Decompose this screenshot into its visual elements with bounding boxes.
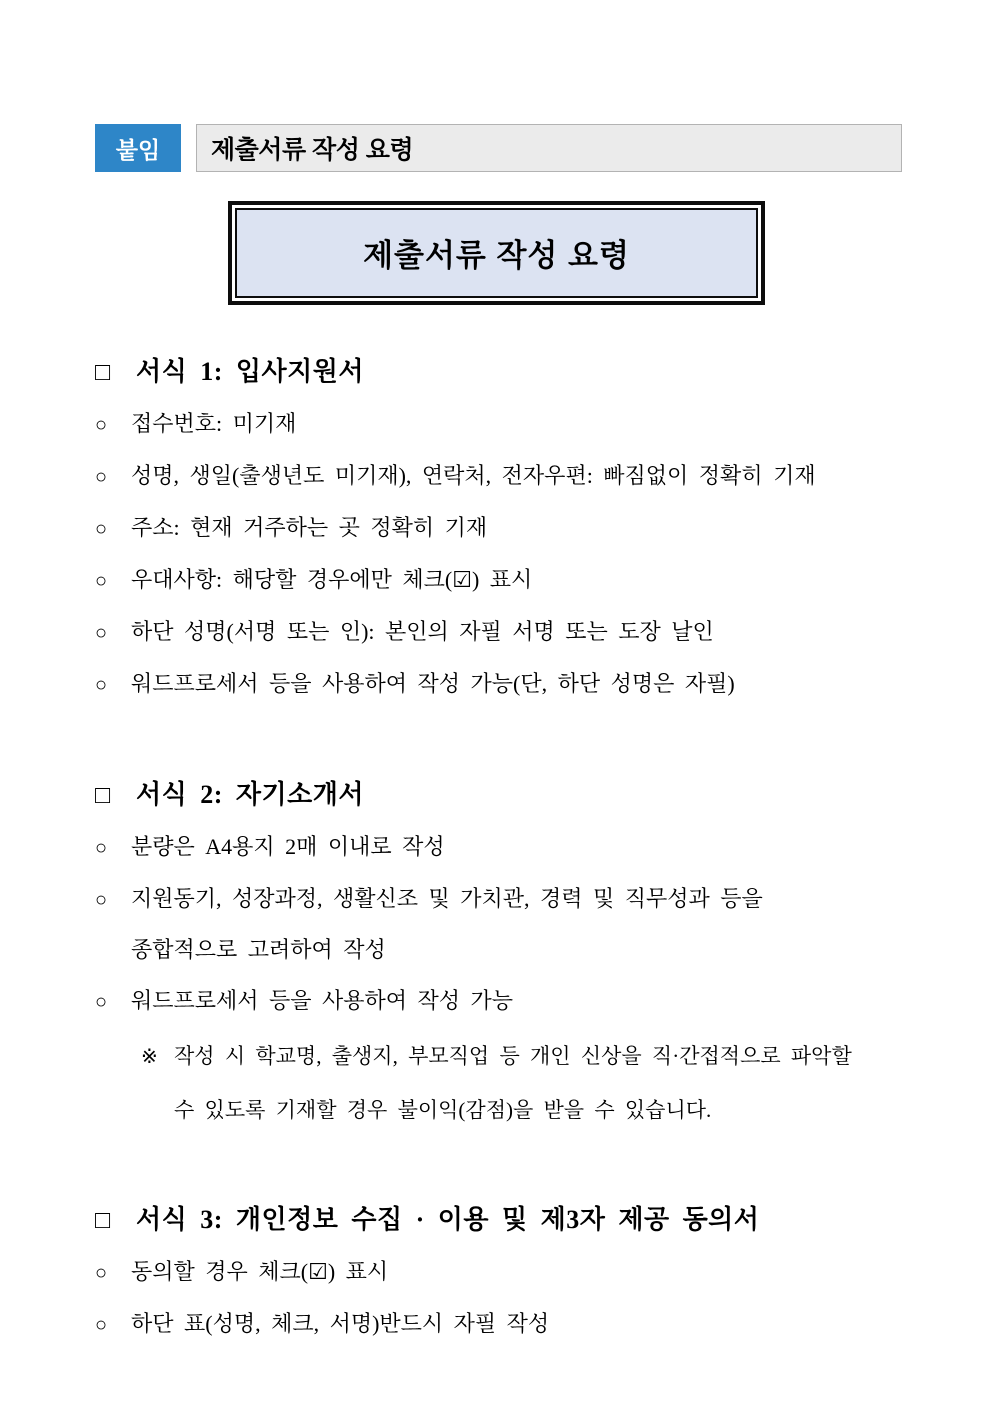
item-text-continued: 종합적으로 고려하여 작성 [131,937,386,962]
circle-bullet-icon: ○ [95,518,108,540]
circle-bullet-icon: ○ [95,570,108,592]
square-bullet-icon: □ [95,359,111,386]
item-text: 우대사항: 해당할 경우에만 체크(☑) 표시 [131,567,533,592]
header-bar-title: 제출서류 작성 요령 [196,124,902,172]
circle-bullet-icon: ○ [95,466,108,488]
list-item [95,832,902,863]
section-title: 서식 2: 자기소개서 [136,780,364,809]
reference-mark-icon: ※ [141,1046,158,1068]
list-item [95,1257,902,1288]
item-text: 하단 성명(서명 또는 인): 본인의 자필 서명 또는 도장 날인 [131,619,714,644]
section-heading [95,351,902,388]
list-item [95,513,902,544]
item-text: 워드프로세서 등을 사용하여 작성 가능 [131,988,514,1013]
circle-bullet-icon: ○ [95,837,108,859]
list-item [95,461,902,492]
attachment-header [95,124,902,172]
list-item [95,617,902,648]
attachment-badge: 붙임 [95,124,181,172]
circle-bullet-icon: ○ [95,1314,108,1336]
section-form2 [95,774,902,1125]
item-text: 워드프로세서 등을 사용하여 작성 가능(단, 하단 성명은 자필) [131,671,735,696]
list-item [95,409,902,440]
list-item [95,884,902,965]
page-title: 제출서류 작성 요령 [235,208,758,298]
circle-bullet-icon: ○ [95,414,108,436]
section-title: 서식 3: 개인정보 수집 · 이용 및 제3자 제공 동의서 [136,1205,760,1234]
section-form3 [95,1199,902,1340]
list-item [95,1309,902,1340]
square-bullet-icon: □ [95,782,111,809]
item-text: 주소: 현재 거주하는 곳 정확히 기재 [131,515,488,540]
section-form1 [95,351,902,700]
list-item [95,986,902,1017]
item-text: 분량은 A4용지 2매 이내로 작성 [131,834,445,859]
circle-bullet-icon: ○ [95,674,108,696]
item-text: 접수번호: 미기재 [131,411,297,436]
circle-bullet-icon: ○ [95,991,108,1013]
item-text: 동의할 경우 체크(☑) 표시 [131,1259,389,1284]
item-text: 지원동기, 성장과정, 생활신조 및 가치관, 경력 및 직무성과 등을 [131,886,763,911]
list-item [95,565,902,596]
square-bullet-icon: □ [95,1207,111,1234]
circle-bullet-icon: ○ [95,1262,108,1284]
item-text: 하단 표(성명, 체크, 서명)반드시 자필 작성 [131,1311,550,1336]
circle-bullet-icon: ○ [95,889,108,911]
circle-bullet-icon: ○ [95,622,108,644]
item-text: 성명, 생일(출생년도 미기재), 연락처, 전자우편: 빠짐없이 정확히 기재 [131,463,816,488]
title-box [228,201,765,305]
section-heading [95,1199,902,1236]
note-item [95,1041,902,1125]
note-text-continued: 수 있도록 기재할 경우 불이익(감점)을 받을 수 있습니다. [174,1098,712,1122]
note-text: 작성 시 학교명, 출생지, 부모직업 등 개인 신상을 직·간접적으로 파악할 [174,1044,852,1068]
section-heading [95,774,902,811]
list-item [95,669,902,700]
section-title: 서식 1: 입사지원서 [136,357,364,386]
